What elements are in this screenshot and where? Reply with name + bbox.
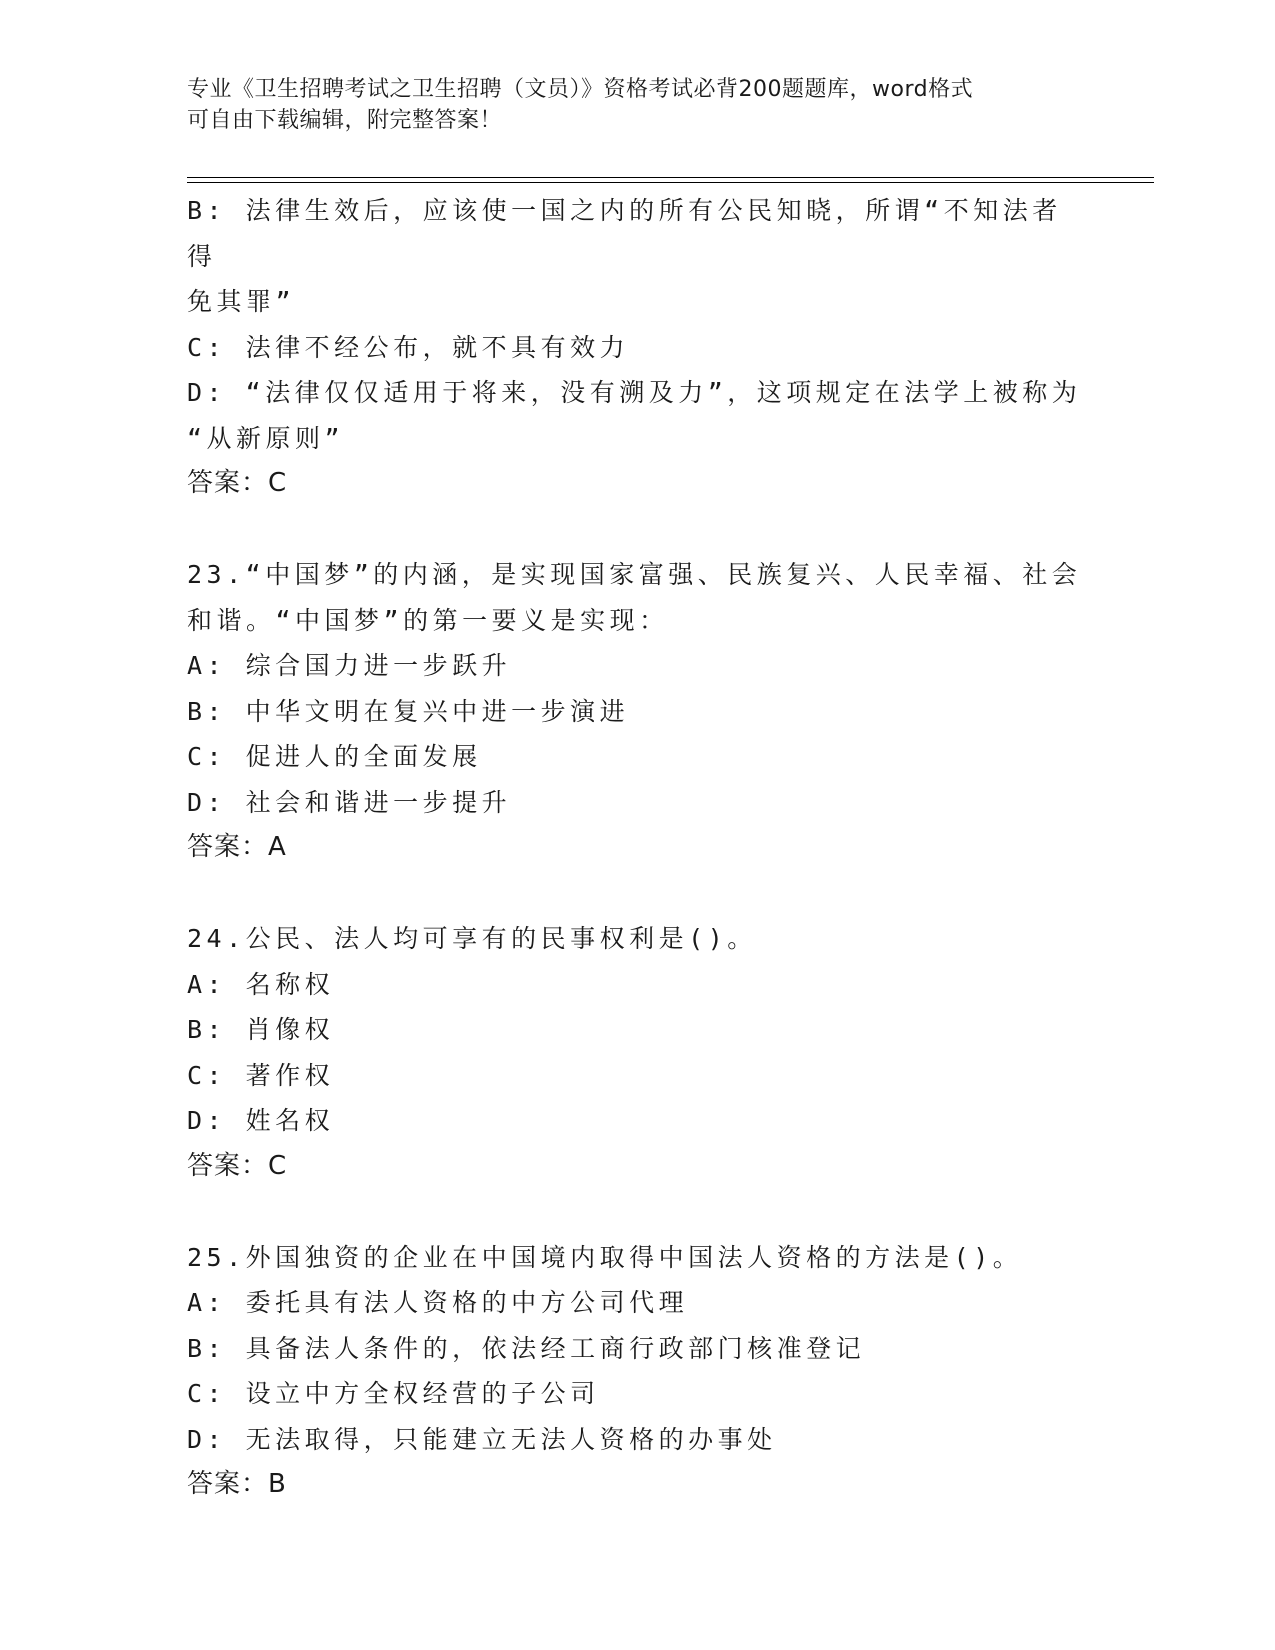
option-line: B: 肖像权 — [187, 1015, 335, 1044]
option-line: 免其罪” — [187, 287, 296, 316]
question-block-25 — [187, 1235, 1087, 1508]
header-title-line-1: 专业《卫生招聘考试之卫生招聘（文员）》资格考试必背200题题库，word格式 — [187, 77, 974, 102]
question-block-prev — [187, 188, 1087, 507]
answer-line: 答案：C — [187, 468, 288, 498]
spacer — [187, 507, 1087, 553]
question-stem: 25.外国独资的企业在中国境内取得中国法人资格的方法是()。 — [187, 1242, 1023, 1272]
answer-line: 答案：C — [187, 1150, 288, 1181]
option-line: D: “法律仅仅适用于将来，没有溯及力”，这项规定在法学上被称为 — [187, 378, 1082, 407]
header-divider — [187, 177, 1154, 183]
question-list — [187, 188, 1087, 1508]
option-line: C: 著作权 — [187, 1060, 335, 1090]
spacer — [187, 871, 1087, 917]
answer-line: 答案：B — [187, 1469, 287, 1499]
option-line: B: 中华文明在复兴中进一步演进 — [187, 696, 630, 726]
question-block-24 — [187, 916, 1087, 1189]
header-title-line-2: 可自由下载编辑，附完整答案！ — [187, 108, 503, 133]
question-stem: 23.“中国梦”的内涵，是实现国家富强、民族复兴、人民幸福、社会 — [187, 560, 1082, 589]
question-block-23 — [187, 552, 1087, 871]
question-stem: 和谐。“中国梦”的第一要义是实现： — [187, 605, 669, 635]
option-line: C: 法律不经公布，就不具有效力 — [187, 332, 630, 362]
answer-line: 答案：A — [187, 832, 287, 862]
option-line: B: 具备法人条件的，依法经工商行政部门核准登记 — [187, 1333, 866, 1363]
option-line: C: 促进人的全面发展 — [187, 742, 482, 771]
option-line: D: 社会和谐进一步提升 — [187, 787, 512, 817]
option-line: A: 委托具有法人资格的中方公司代理 — [187, 1288, 689, 1317]
option-line: A: 综合国力进一步跃升 — [187, 651, 512, 680]
option-line: “从新原则” — [187, 423, 345, 453]
document-header — [187, 74, 1087, 136]
option-line: D: 姓名权 — [187, 1106, 335, 1135]
question-stem: 24.公民、法人均可享有的民事权利是()。 — [187, 924, 757, 953]
option-line: C: 设立中方全权经营的子公司 — [187, 1379, 600, 1408]
spacer — [187, 1189, 1087, 1235]
option-line: B: 法律生效后，应该使一国之内的所有公民知晓，所谓“不知法者得 — [187, 196, 1062, 271]
option-line: A: 名称权 — [187, 969, 335, 999]
option-line: D: 无法取得，只能建立无法人资格的办事处 — [187, 1424, 777, 1454]
